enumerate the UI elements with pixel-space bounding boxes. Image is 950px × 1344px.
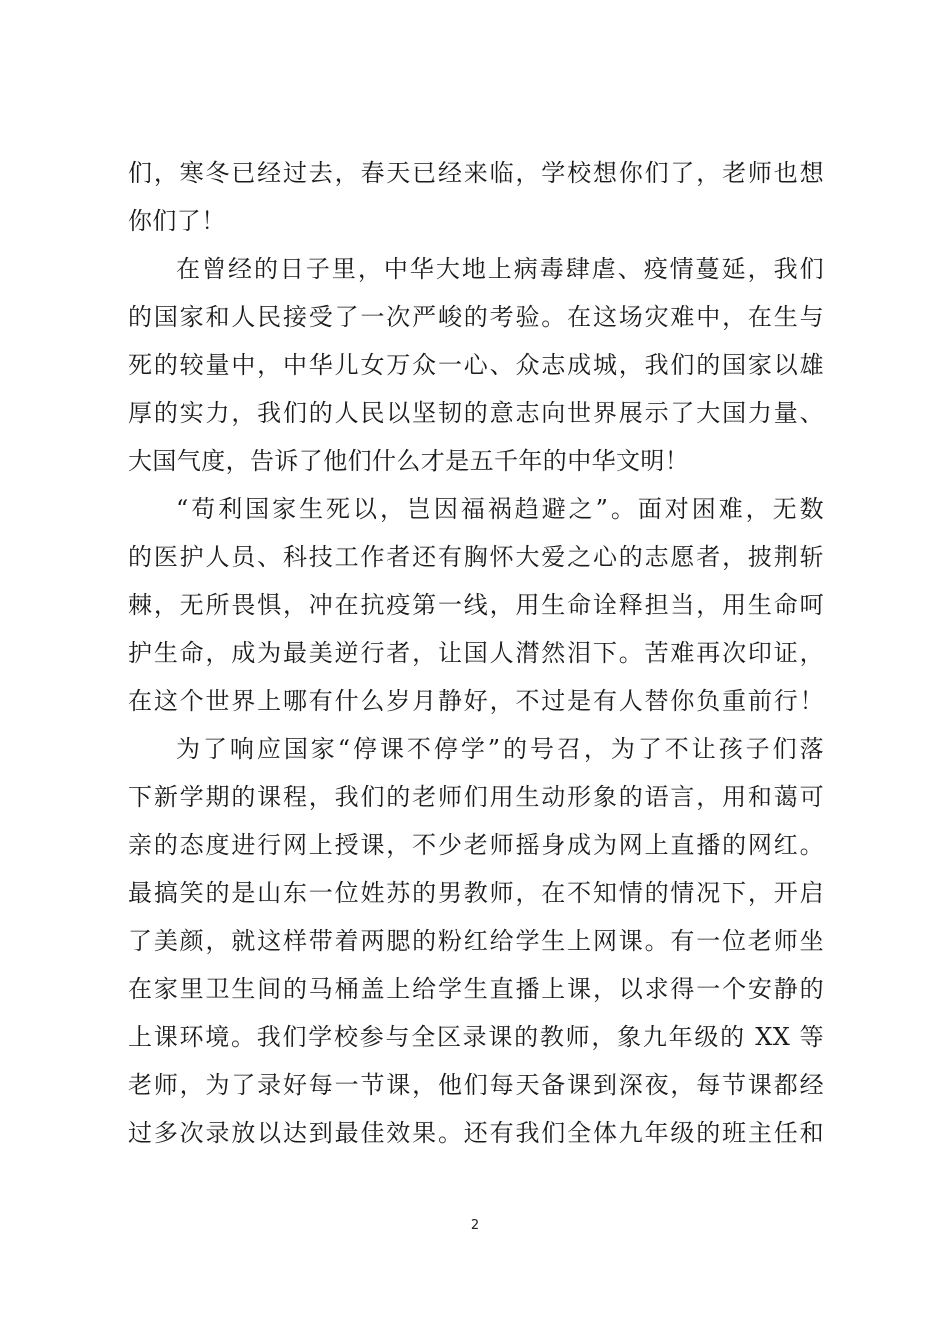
text-line: 护生命，成为最美逆行者，让国人潸然泪下。苦难再次印证， (128, 639, 824, 667)
text-line: 亲的态度进行网上授课，不少老师摇身成为网上直播的网红。 (128, 831, 824, 859)
text-line: 棘，无所畏惧，冲在抗疫第一线，用生命诠释担当，用生命呵 (128, 591, 824, 619)
text-line: 死的较量中，中华儿女万众一心、众志成城，我们的国家以雄 (128, 351, 824, 379)
page-number: 2 (470, 1218, 480, 1233)
text-line: 厚的实力，我们的人民以坚韧的意志向世界展示了大国力量、 (128, 399, 824, 427)
paragraph-first-line: “苟利国家生死以，岂因福祸趋避之”。面对困难，无数 (176, 495, 824, 523)
paragraph-first-line: 为了响应国家“停课不停学”的号召，为了不让孩子们落 (176, 735, 824, 763)
text-line: 大国气度，告诉了他们什么才是五千年的中华文明！ (128, 447, 690, 475)
text-line: 们，寒冬已经过去，春天已经来临，学校想你们了，老师也想 (128, 159, 824, 187)
text-line: 的国家和人民接受了一次严峻的考验。在这场灾难中，在生与 (128, 303, 824, 331)
text-line: 你们了！ (128, 207, 226, 235)
body-text (128, 149, 824, 1157)
text-line: 了美颜，就这样带着两腮的粉红给学生上网课。有一位老师坐 (128, 927, 824, 955)
text-line: 的医护人员、科技工作者还有胸怀大爱之心的志愿者，披荆斩 (128, 543, 824, 571)
text-line: 在这个世界上哪有什么岁月静好，不过是有人替你负重前行！ (128, 687, 824, 715)
text-line: 过多次录放以达到最佳效果。还有我们全体九年级的班主任和 (128, 1119, 824, 1147)
text-line: 最搞笑的是山东一位姓苏的男教师，在不知情的情况下，开启 (128, 879, 824, 907)
text-line: 在家里卫生间的马桶盖上给学生直播上课，以求得一个安静的 (128, 975, 824, 1003)
paragraph-first-line: 在曾经的日子里，中华大地上病毒肆虐、疫情蔓延，我们 (176, 255, 824, 283)
text-line: 老师，为了录好每一节课，他们每天备课到深夜，每节课都经 (128, 1071, 824, 1099)
text-line: 上课环境。我们学校参与全区录课的教师，象九年级的 XX 等 (128, 1023, 824, 1051)
text-line: 下新学期的课程，我们的老师们用生动形象的语言，用和蔼可 (128, 783, 824, 811)
